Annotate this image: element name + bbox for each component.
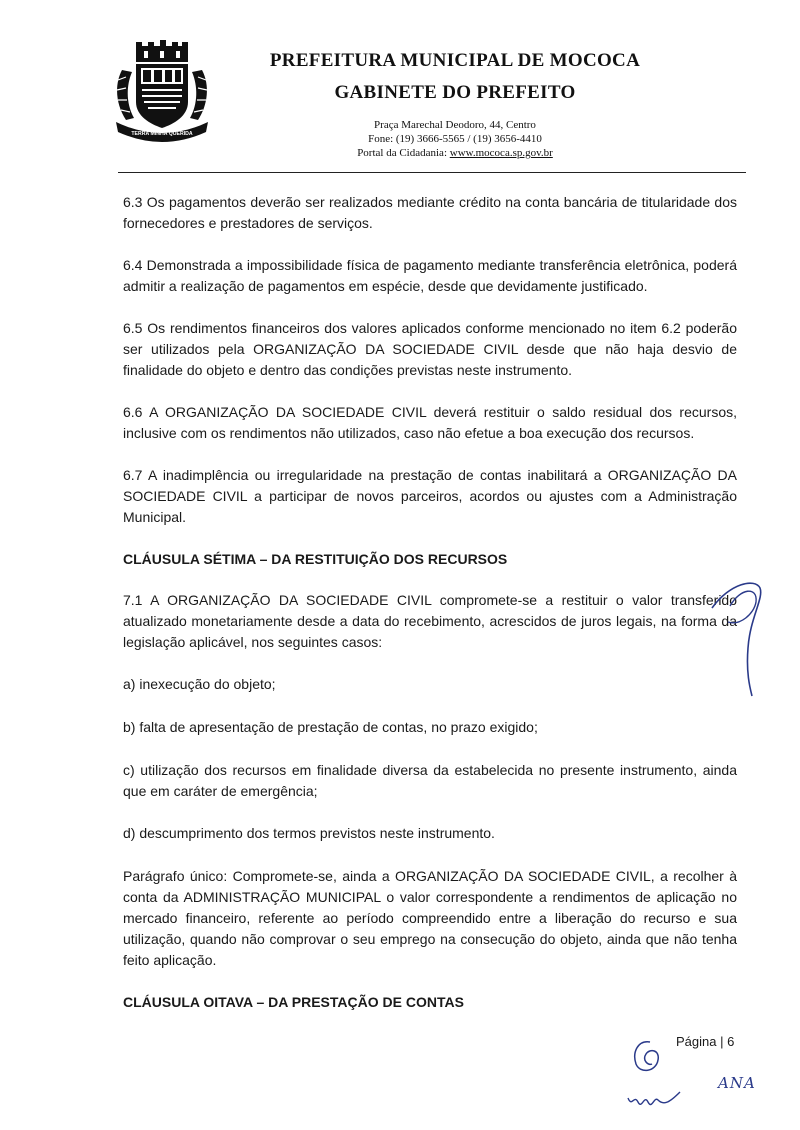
letterhead-phone: Fone: (19) 3666-5565 / (19) 3656-4410 — [368, 133, 542, 145]
clause-6-6: 6.6 A ORGANIZAÇÃO DA SOCIEDADE CIVIL deverá restituir o saldo residual dos recursos, inclusive com os rendimentos não utilizados, caso não efetue a boa execução dos recursos. — [123, 404, 737, 441]
portal-link[interactable]: www.mococa.sp.gov.br — [449, 147, 553, 159]
paragrafo-unico: Parágrafo único: Compromete-se, ainda a ORGANIZAÇÃO DA SOCIEDADE CIVIL, a recolher à conta da ADMINISTRAÇÃO MUNICIPAL o valor correspondente a rendimentos de aplicação no mercado financeiro, referente ao período compreendido entre a liberação do recurso e sua utilização, quando não comprovar o seu emprego na consecução do objeto, ainda que não tenha feito aplicação. — [123, 868, 737, 968]
letterhead-address: Praça Marechal Deodoro, 44, Centro — [374, 119, 536, 131]
letterhead — [230, 48, 680, 160]
header-divider — [118, 172, 746, 173]
municipal-crest-logo — [112, 40, 212, 144]
clause-6-3: 6.3 Os pagamentos deverão ser realizados mediante crédito na conta bancária de titularidade dos fornecedores e prestadores de serviços. — [123, 194, 737, 231]
initials-mark — [630, 1036, 664, 1076]
list-item-a: a) inexecução do objeto; — [123, 676, 276, 692]
margin-signature — [700, 578, 772, 698]
page-number: Página | 6 — [676, 1034, 735, 1049]
document-body — [123, 192, 737, 1033]
section-heading-7: CLÁUSULA SÉTIMA – DA RESTITUIÇÃO DOS RECURSOS — [123, 551, 508, 567]
signature-scribble — [626, 1086, 686, 1110]
letterhead-subtitle: GABINETE DO PREFEITO — [334, 82, 576, 103]
list-item-b: b) falta de apresentação de prestação de contas, no prazo exigido; — [123, 719, 538, 735]
letterhead-portal — [230, 146, 680, 160]
clause-6-5: 6.5 Os rendimentos financeiros dos valores aplicados conforme mencionado no item 6.2 poderão ser utilizados pela ORGANIZAÇÃO DA SOCIEDADE CIVIL desde que não haja desvio de finalidade do objeto e dentro das condições previstas neste instrumento. — [123, 320, 737, 378]
section-heading-8: CLÁUSULA OITAVA – DA PRESTAÇÃO DE CONTAS — [123, 994, 464, 1010]
clause-6-4: 6.4 Demonstrada a impossibilidade física de pagamento mediante transferência eletrônica, poderá admitir a realização de pagamentos em espécie, desde que devidamente justificado. — [123, 257, 737, 294]
crest-motto: TERRA MINHA QUERIDA — [131, 131, 193, 137]
list-item-c: c) utilização dos recursos em finalidade diversa da estabelecida no presente instrumento, ainda que em caráter de emergência; — [123, 762, 737, 799]
clause-6-7: 6.7 A inadimplência ou irregularidade na prestação de contas inabilitará a ORGANIZAÇÃO DA SOCIEDADE CIVIL a participar de novos parceiros, acordos ou ajustes com a Administração Municipal. — [123, 467, 737, 525]
clause-7-1: 7.1 A ORGANIZAÇÃO DA SOCIEDADE CIVIL compromete-se a restituir o valor transferido atualizado monetariamente desde a data do recebimento, acrescidos de juros legais, na forma da legislação aplicável, nos seguintes casos: — [123, 592, 737, 650]
letterhead-title: PREFEITURA MUNICIPAL DE MOCOCA — [269, 50, 641, 71]
list-item-d: d) descumprimento dos termos previstos neste instrumento. — [123, 825, 495, 841]
portal-label: Portal da Cidadania: — [357, 147, 450, 159]
handwritten-initials: ANA — [718, 1074, 756, 1092]
